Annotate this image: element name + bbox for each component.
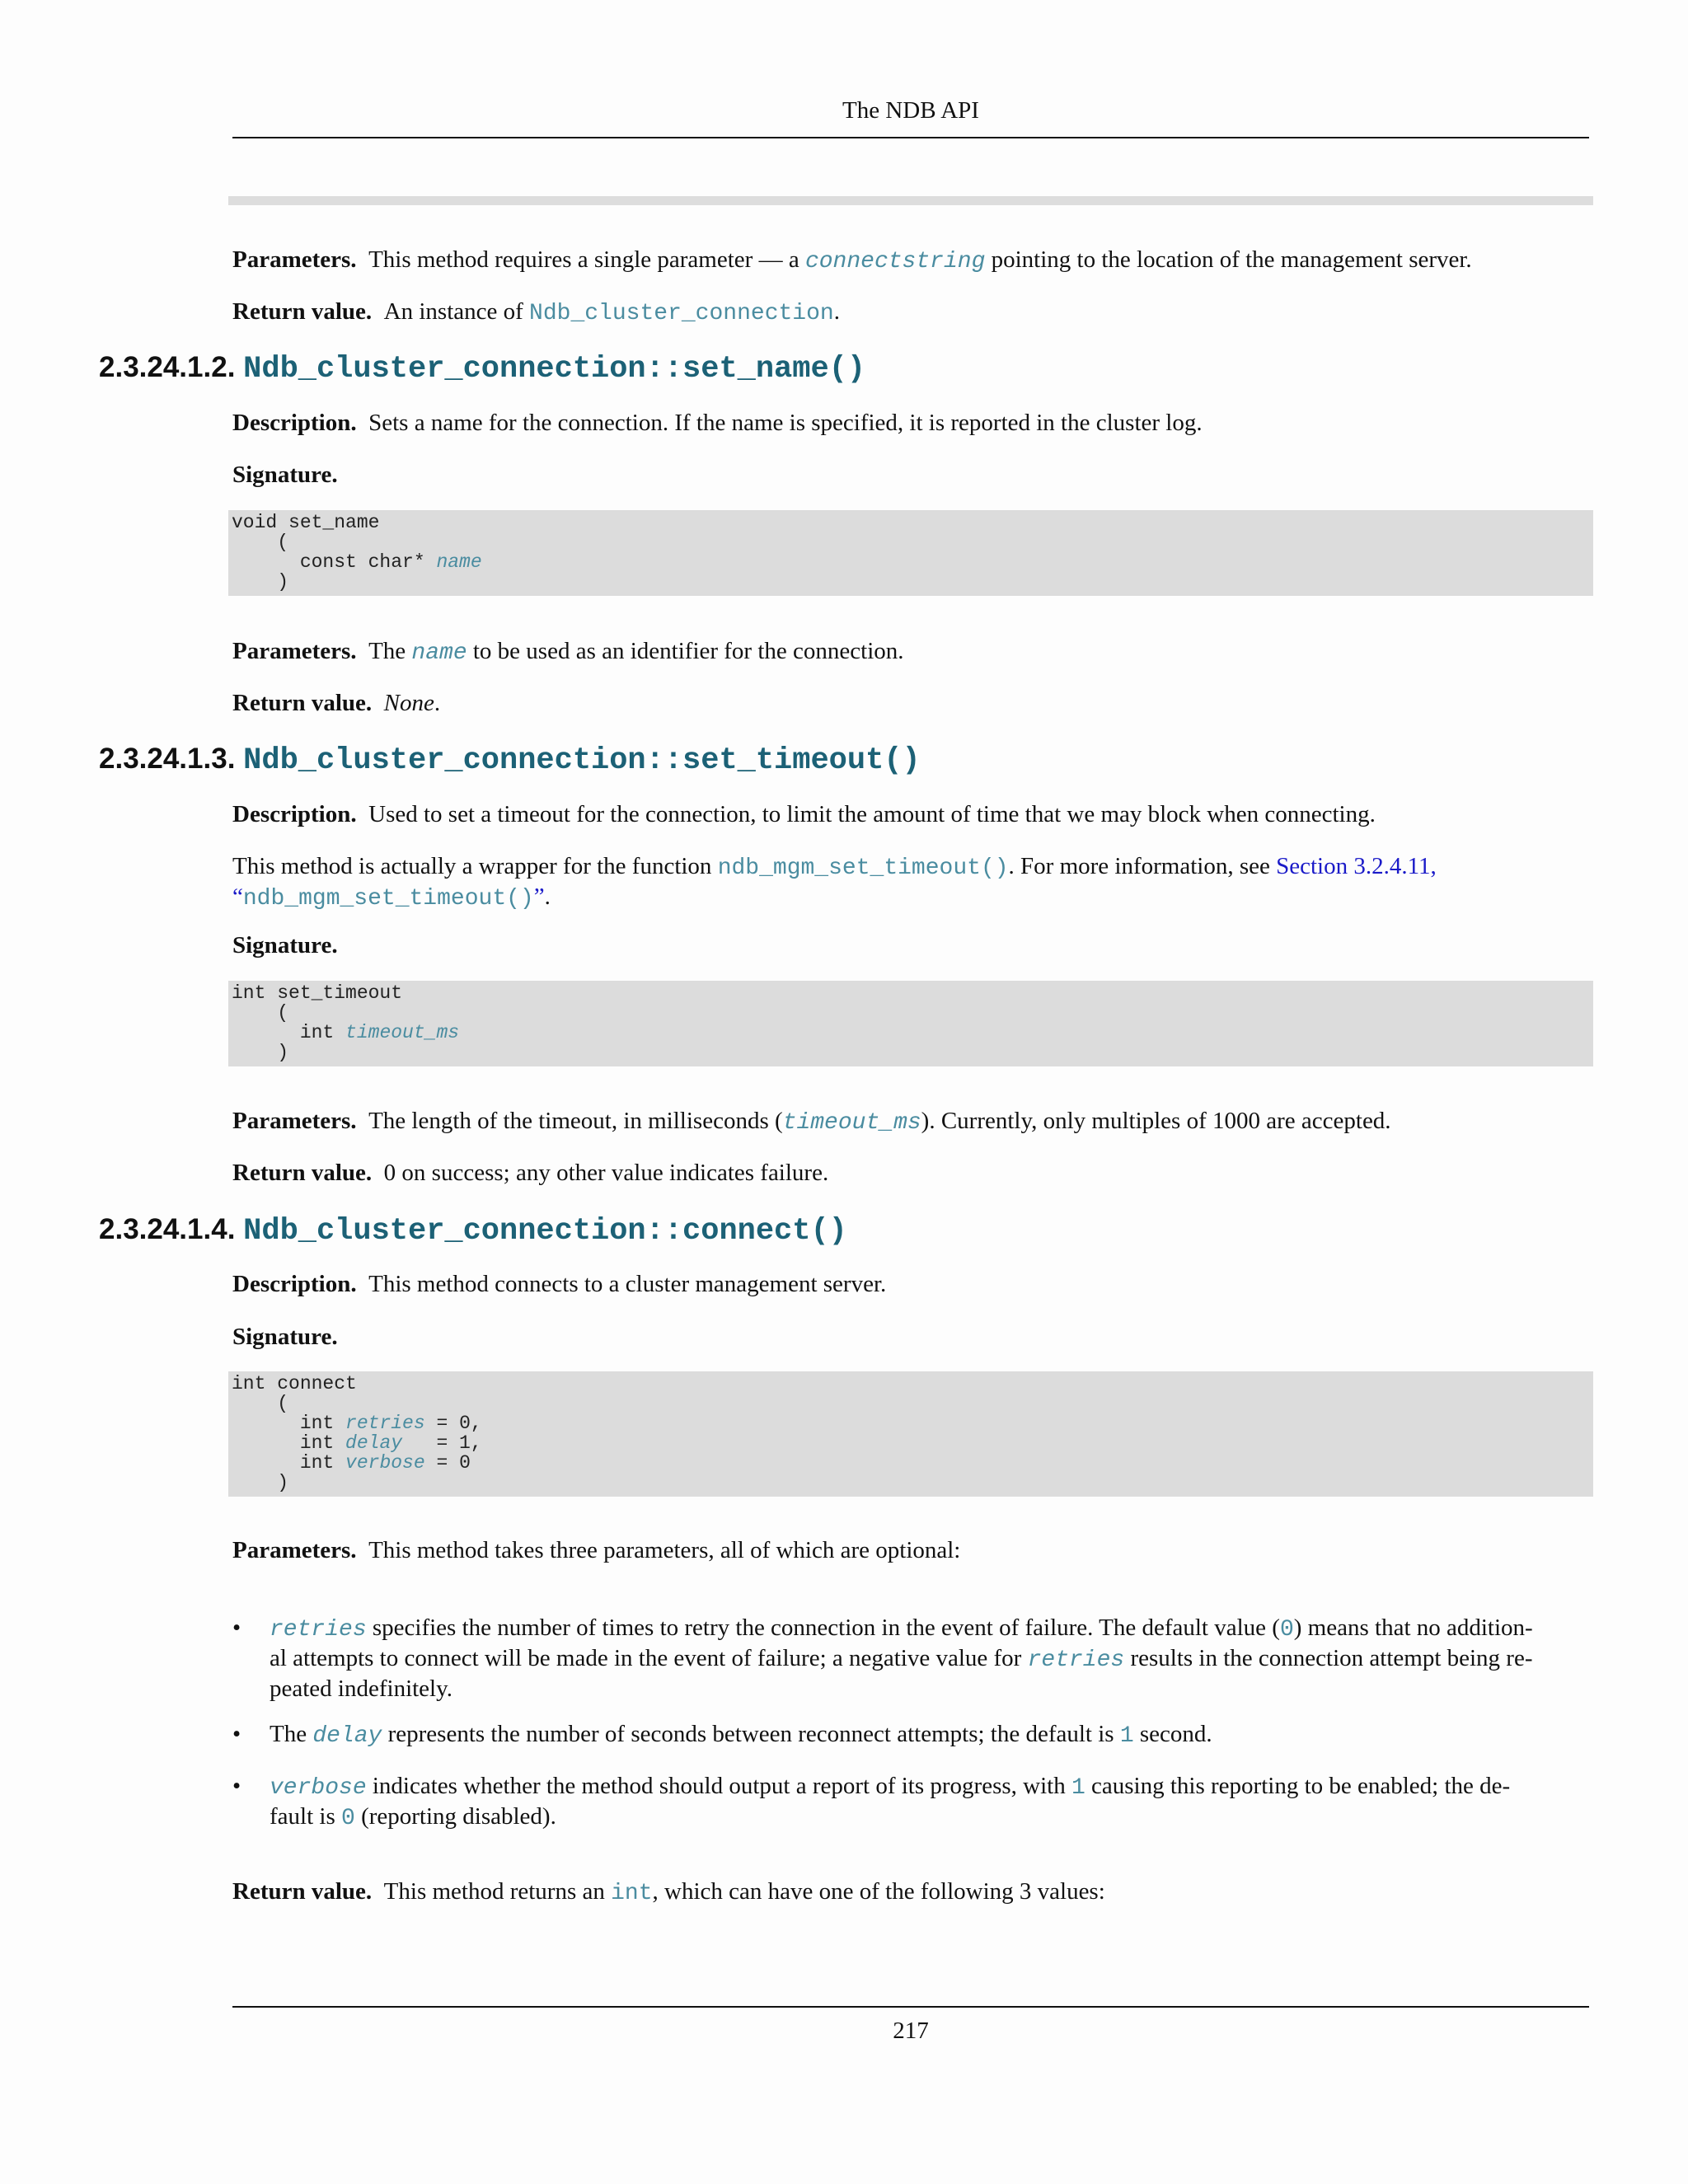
param-timeout-ms: timeout_ms bbox=[782, 1110, 921, 1136]
type-int-code: int bbox=[611, 1881, 653, 1906]
set-timeout-signature-code bbox=[228, 981, 1593, 1066]
parameters-label: Parameters. bbox=[232, 246, 357, 273]
section-title-code: Ndb_cluster_connection::connect() bbox=[243, 1214, 847, 1249]
page-number: 217 bbox=[893, 2018, 929, 2044]
connect-signature-code bbox=[228, 1371, 1593, 1497]
running-header: The NDB API bbox=[842, 97, 979, 124]
code-line: int retries = 0, bbox=[232, 1413, 482, 1434]
code-line: int connect bbox=[232, 1373, 357, 1394]
section-title-code: Ndb_cluster_connection::set_timeout() bbox=[243, 743, 921, 778]
section-heading-connect bbox=[99, 1211, 1582, 1250]
description-label: Description. bbox=[232, 1271, 357, 1297]
section-number: 2.3.24.1.4. bbox=[99, 1213, 236, 1245]
section-link[interactable]: Section 3.2.4.11, “ndb_mgm_set_timeout()” bbox=[232, 853, 1437, 912]
set-timeout-return-value: Return value. 0 on success; any other value indicates failure. bbox=[232, 1160, 829, 1186]
description-label: Description. bbox=[232, 801, 357, 827]
class-name-code: Ndb_cluster_connection bbox=[529, 301, 834, 326]
code-line: const char* name bbox=[232, 551, 482, 573]
code-line: int delay = 1, bbox=[232, 1432, 482, 1454]
code-line: ) bbox=[232, 1472, 289, 1493]
section-heading-set-timeout bbox=[99, 740, 1582, 780]
footer-rule bbox=[232, 2006, 1589, 2008]
section-title-code: Ndb_cluster_connection::set_name() bbox=[243, 352, 866, 387]
code-param: name bbox=[436, 551, 482, 573]
return-value-label: Return value. bbox=[232, 1160, 373, 1186]
description-label: Description. bbox=[232, 410, 357, 436]
param-verbose: verbose bbox=[270, 1775, 367, 1801]
set-name-return-value: Return value. None. bbox=[232, 690, 441, 716]
section-number: 2.3.24.1.3. bbox=[99, 743, 236, 775]
code-block-tail bbox=[228, 196, 1593, 205]
parameters-label: Parameters. bbox=[232, 1108, 357, 1134]
list-item-retries: • retries specifies the number of times to retry the connection in the event of failure. The default value (0) means that no addition- al attempts to connect will be made in the event of failure; a negative value for retries results in the connection attempt being re- peated indefinitely. bbox=[232, 1615, 1533, 1702]
code-line: ( bbox=[232, 1002, 289, 1024]
section-heading-set-name bbox=[99, 349, 1582, 388]
intro-parameters: Parameters. This method requires a single parameter — a connectstring pointing to the location of the management server. bbox=[232, 246, 1472, 274]
code-param: delay bbox=[345, 1432, 403, 1454]
param-delay: delay bbox=[312, 1723, 382, 1749]
list-item-delay: • The delay represents the number of seconds between reconnect attempts; the default is 1 second. bbox=[232, 1721, 1212, 1749]
code-param: verbose bbox=[345, 1452, 425, 1474]
function-code: ndb_mgm_set_timeout() bbox=[717, 855, 1009, 881]
set-timeout-wrapper-note: This method is actually a wrapper for the function ndb_mgm_set_timeout(). For more information, see Section 3.2.4.11, “ndb_mgm_set_timeout()”. bbox=[232, 853, 1437, 912]
set-name-parameters: Parameters. The name to be used as an identifier for the connection. bbox=[232, 638, 904, 666]
set-name-signature-code bbox=[228, 510, 1593, 596]
connect-description: Description. This method connects to a cluster management server. bbox=[232, 1271, 887, 1297]
code-line: void set_name bbox=[232, 512, 380, 533]
header-rule bbox=[232, 137, 1589, 138]
section-number: 2.3.24.1.2. bbox=[99, 351, 236, 383]
list-item-verbose: • verbose indicates whether the method should output a report of its progress, with 1 causing this reporting to be enabled; the de- fault is 0 (reporting disabled). bbox=[232, 1773, 1511, 1831]
return-value-label: Return value. bbox=[232, 1878, 373, 1905]
code-param: timeout_ms bbox=[345, 1022, 460, 1043]
parameters-label: Parameters. bbox=[232, 1537, 357, 1563]
parameters-label: Parameters. bbox=[232, 638, 357, 664]
set-timeout-parameters: Parameters. The length of the timeout, in milliseconds (timeout_ms). Currently, only multiples of 1000 are accepted. bbox=[232, 1108, 1391, 1136]
param-retries: retries bbox=[270, 1617, 367, 1643]
intro-return-value: Return value. An instance of Ndb_cluster_connection. bbox=[232, 298, 840, 326]
code-line: ( bbox=[232, 1393, 289, 1414]
set-name-description: Description. Sets a name for the connection. If the name is specified, it is reported in the cluster log. bbox=[232, 410, 1203, 436]
connect-parameters: Parameters. This method takes three parameters, all of which are optional: bbox=[232, 1537, 961, 1563]
code-param: retries bbox=[345, 1413, 425, 1434]
code-line: int set_timeout bbox=[232, 982, 403, 1004]
connect-return-value: Return value. This method returns an int, which can have one of the following 3 values: bbox=[232, 1878, 1105, 1906]
code-line: int verbose = 0 bbox=[232, 1452, 471, 1474]
code-line: ( bbox=[232, 532, 289, 553]
return-value-label: Return value. bbox=[232, 690, 373, 716]
code-line: ) bbox=[232, 571, 289, 593]
bullet-icon: • bbox=[232, 1721, 241, 1747]
connect-signature-label: Signature. bbox=[232, 1324, 338, 1350]
bullet-icon: • bbox=[232, 1773, 241, 1799]
set-name-signature-label: Signature. bbox=[232, 462, 338, 488]
return-value-label: Return value. bbox=[232, 298, 373, 325]
set-timeout-description: Description. Used to set a timeout for the connection, to limit the amount of time that we may block when connecting. bbox=[232, 801, 1376, 827]
param-name: name bbox=[411, 640, 467, 666]
bullet-icon: • bbox=[232, 1615, 241, 1641]
code-line: int timeout_ms bbox=[232, 1022, 460, 1043]
code-line: ) bbox=[232, 1042, 289, 1063]
set-timeout-signature-label: Signature. bbox=[232, 932, 338, 958]
param-connectstring: connectstring bbox=[804, 249, 986, 274]
